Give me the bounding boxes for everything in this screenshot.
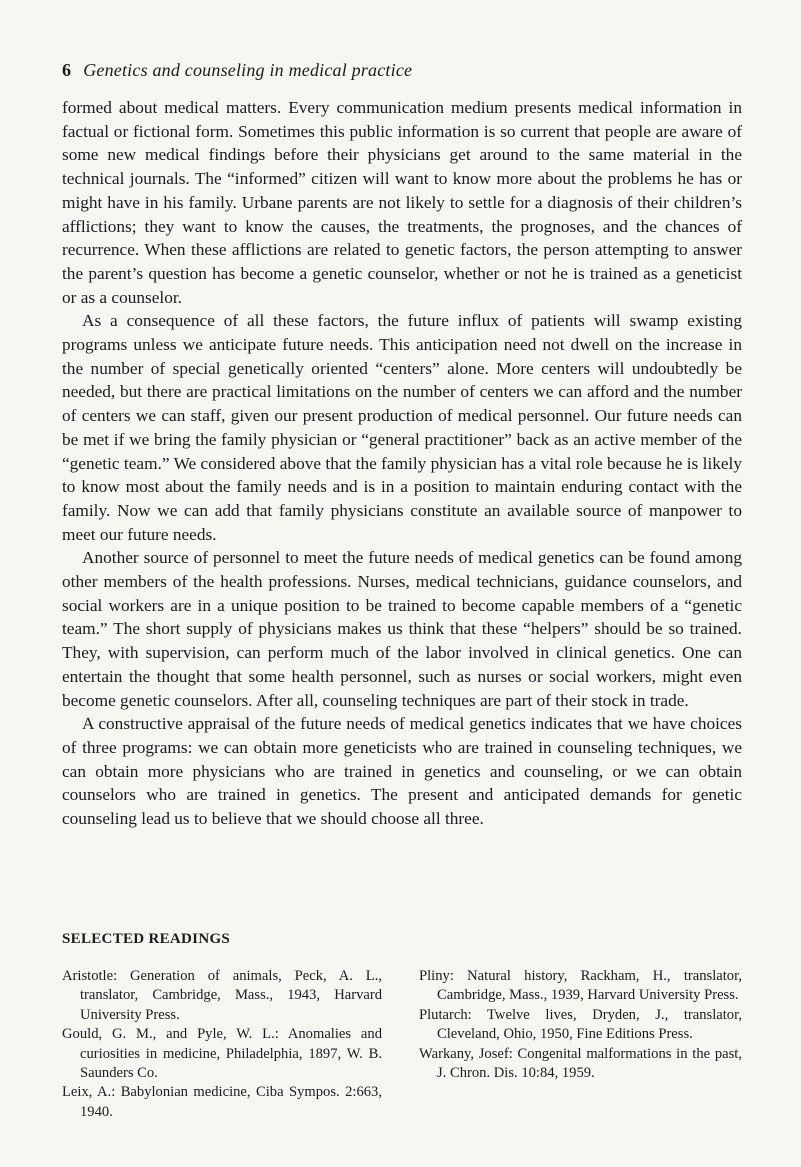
paragraph: Another source of personnel to meet the future needs of medical genetics can be found among other members of the health professions. Nurses, medical technicians, guidance counselors, and social workers are in a unique position to be trained to become capable members of a “genetic team.” The short supply of physicians makes us think that these “helpers” should be so trained. They, with supervision, can perform much of the labor involved in clinical genetics. One can entertain the thought that some health personnel, such as nurses or social workers, might even become genetic counselors. After all, counseling techniques are part of their stock in trade. — [62, 548, 742, 710]
body-text — [62, 96, 742, 831]
paragraph: formed about medical matters. Every communication medium presents medical information in factual or fictional form. Sometimes this public information is so current that people are aware of some new medical findings before their physicians get around to the same material in the technical journals. The “informed” citizen will want to know more about the problems he has or might have in his family. Urbane parents are not likely to settle for a diagnosis of their children’s afflictions; they want to know the causes, the treatments, the prognoses, and the chances of recurrence. When these afflictions are related to genetic factors, the person attempting to answer the parent’s question has become a genetic counselor, whether or not he is trained as a geneticist or as a counselor. — [62, 98, 742, 307]
selected-readings-list — [62, 967, 742, 1122]
reference-entry: Pliny: Natural history, Rackham, H., translator, Cambridge, Mass., 1939, Harvard University Press. — [419, 968, 742, 1004]
reference-entry: Aristotle: Generation of animals, Peck, A. L., translator, Cambridge, Mass., 1943, Harvard University Press. — [62, 968, 382, 1023]
page-number: 6 — [62, 60, 72, 80]
paragraph: A constructive appraisal of the future needs of medical genetics indicates that we have choices of three programs: we can obtain more geneticists who are trained in counseling techniques, we can obtain more physicians who are trained in genetics and counseling, or we can obtain counselors who are trained in genetics. The present and anticipated demands for genetic counseling lead us to believe that we should choose all three. — [62, 714, 742, 829]
paragraph: As a consequence of all these factors, the future influx of patients will swamp existing programs unless we anticipate future needs. This anticipation need not dwell on the increase in the number of special genetically oriented “centers” alone. More centers will undoubtedly be needed, but there are practical limitations on the number of centers we can afford and the number of centers we can staff, given our present production of medical personnel. Our future needs can be met if we bring the family physician or “general practitioner” back as an active member of the “genetic team.” We considered above that the family physician has a vital role because he is likely to know most about the family needs and is in a position to maintain enduring contact with the family. Now we can add that family physicians constitute an available source of manpower to meet our future needs. — [62, 311, 742, 544]
reference-entry: Warkany, Josef: Congenital malformations in the past, J. Chron. Dis. 10:84, 1959. — [419, 1045, 742, 1082]
running-title: Genetics and counseling in medical practice — [83, 60, 413, 80]
selected-readings-heading: SELECTED READINGS — [62, 931, 231, 947]
readings-column-left — [62, 967, 382, 1122]
reference-entry: Gould, G. M., and Pyle, W. L.: Anomalies and curiosities in medicine, Philadelphia, 1897, W. B. Saunders Co. — [62, 1026, 382, 1082]
reference-entry: Plutarch: Twelve lives, Dryden, J., translator, Cleveland, Ohio, 1950, Fine Editions Press. — [419, 1006, 742, 1043]
running-header — [62, 60, 412, 81]
reference-entry: Leix, A.: Babylonian medicine, Ciba Sympos. 2:663, 1940. — [62, 1084, 382, 1120]
readings-column-right — [419, 967, 742, 1122]
